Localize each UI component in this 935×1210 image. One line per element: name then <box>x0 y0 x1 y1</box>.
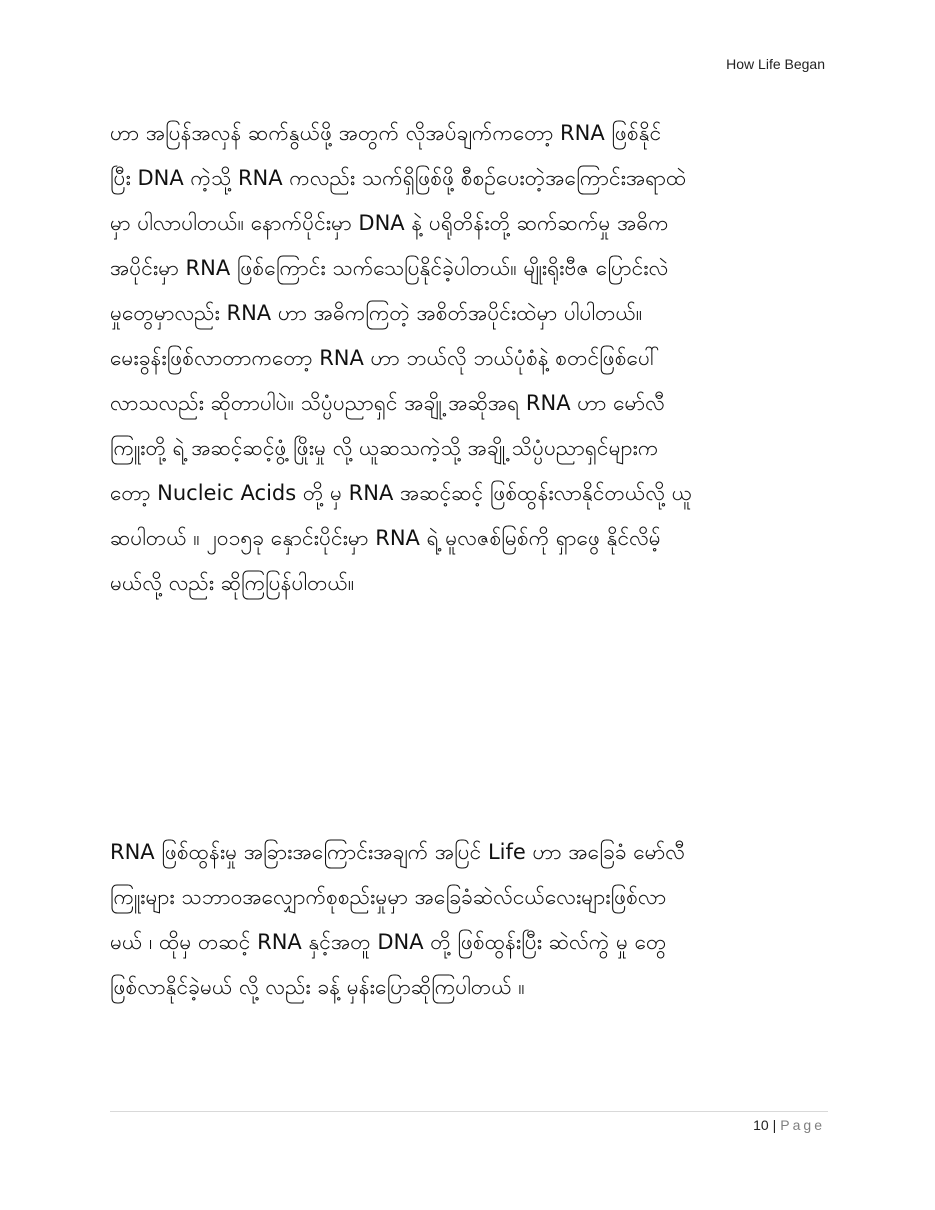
text-line: RNA ဖြစ်ထွန်းမှု အခြားအကြောင်းအချက် အပြင် Life ဟာ အခြေခံ မော်လီ <box>110 840 685 864</box>
footer-separator: | <box>772 1117 777 1133</box>
footer-divider <box>110 1111 828 1112</box>
running-header: How Life Began <box>726 56 825 72</box>
text-line: ဖြစ်လာနိုင်ခဲ့မယ် လို့ လည်း ခန့် မှန်းပြောဆိုကြပါတယ် ။ <box>110 975 525 999</box>
text-line: ဟာ အပြန်အလှန် ဆက်နွယ်ဖို့ အတွက် လိုအပ်ချက်ကတော့ RNA ဖြစ်နိုင် <box>110 121 662 145</box>
text-line: ပြီး DNA ကဲ့သို့ RNA ကလည်း သက်ရှိဖြစ်ဖို့ စီစဉ်ပေးတဲ့အကြောင်းအရာထဲ <box>110 166 687 190</box>
page-label: Page <box>780 1117 825 1133</box>
text-line: မယ် ၊ ထိုမှ တဆင့် RNA နှင့်အတူ DNA တို့ ဖြစ်ထွန်းပြီး ဆဲလ်ကွဲ မှု တွေ <box>110 930 667 954</box>
text-line: မယ်လို့ လည်း ဆိုကြပြန်ပါတယ်။ <box>110 571 355 595</box>
text-line: လာသလည်း ဆိုတာပါပဲ။ သိပ္ပံပညာရှင် အချို့ အဆိုအရ RNA ဟာ မော်လီ <box>110 391 665 415</box>
text-line: မှာ ပါလာပါတယ်။ နောက်ပိုင်းမှာ DNA နဲ့ ပရိုတိန်းတို့ ဆက်ဆက်မှု အဓိက <box>110 211 669 235</box>
paragraph-2 <box>110 830 835 1010</box>
text-line: မေးခွန်းဖြစ်လာတာကတော့ RNA ဟာ ဘယ်လို ဘယ်ပုံစံနဲ့ စတင်ဖြစ်ပေါ် <box>110 346 660 370</box>
page-number: 10 <box>753 1117 769 1133</box>
page-footer <box>753 1117 825 1133</box>
text-line: တော့ Nucleic Acids တို့ မှ RNA အဆင့်ဆင့် ဖြစ်ထွန်းလာနိုင်တယ်လို့ ယူ <box>110 481 693 505</box>
paragraph-1 <box>110 111 835 606</box>
text-line: အပိုင်းမှာ RNA ဖြစ်ကြောင်း သက်သေပြနိုင်ခဲ့ပါတယ်။ မျိုးရိုးဗီဇ ပြောင်းလဲ <box>110 256 669 280</box>
text-line: ကြူးတို့ ရဲ့ အဆင့်ဆင့်ဖွံ့ ဖြိုးမှု လို့ ယူဆသကဲ့သို့ အချို့ သိပ္ပံပညာရှင်များက <box>110 436 659 460</box>
text-line: မှုတွေမှာလည်း RNA ဟာ အဓိကကြတဲ့ အစိတ်အပိုင်းထဲမှာ ပါပါတယ်။ <box>110 301 643 325</box>
text-line: ဆပါတယ် ။ ၂၀၁၅ခု နှောင်းပိုင်းမှာ RNA ရဲ့ မူလဇစ်မြစ်ကို ရှာဖွေ နိုင်လိမ့် <box>110 526 661 550</box>
text-line: ကြူးများ သဘာဝအလျှောက်စုစည်းမှုမှာ အခြေခံဆဲလ်ငယ်လေးများဖြစ်လာ <box>110 885 667 909</box>
